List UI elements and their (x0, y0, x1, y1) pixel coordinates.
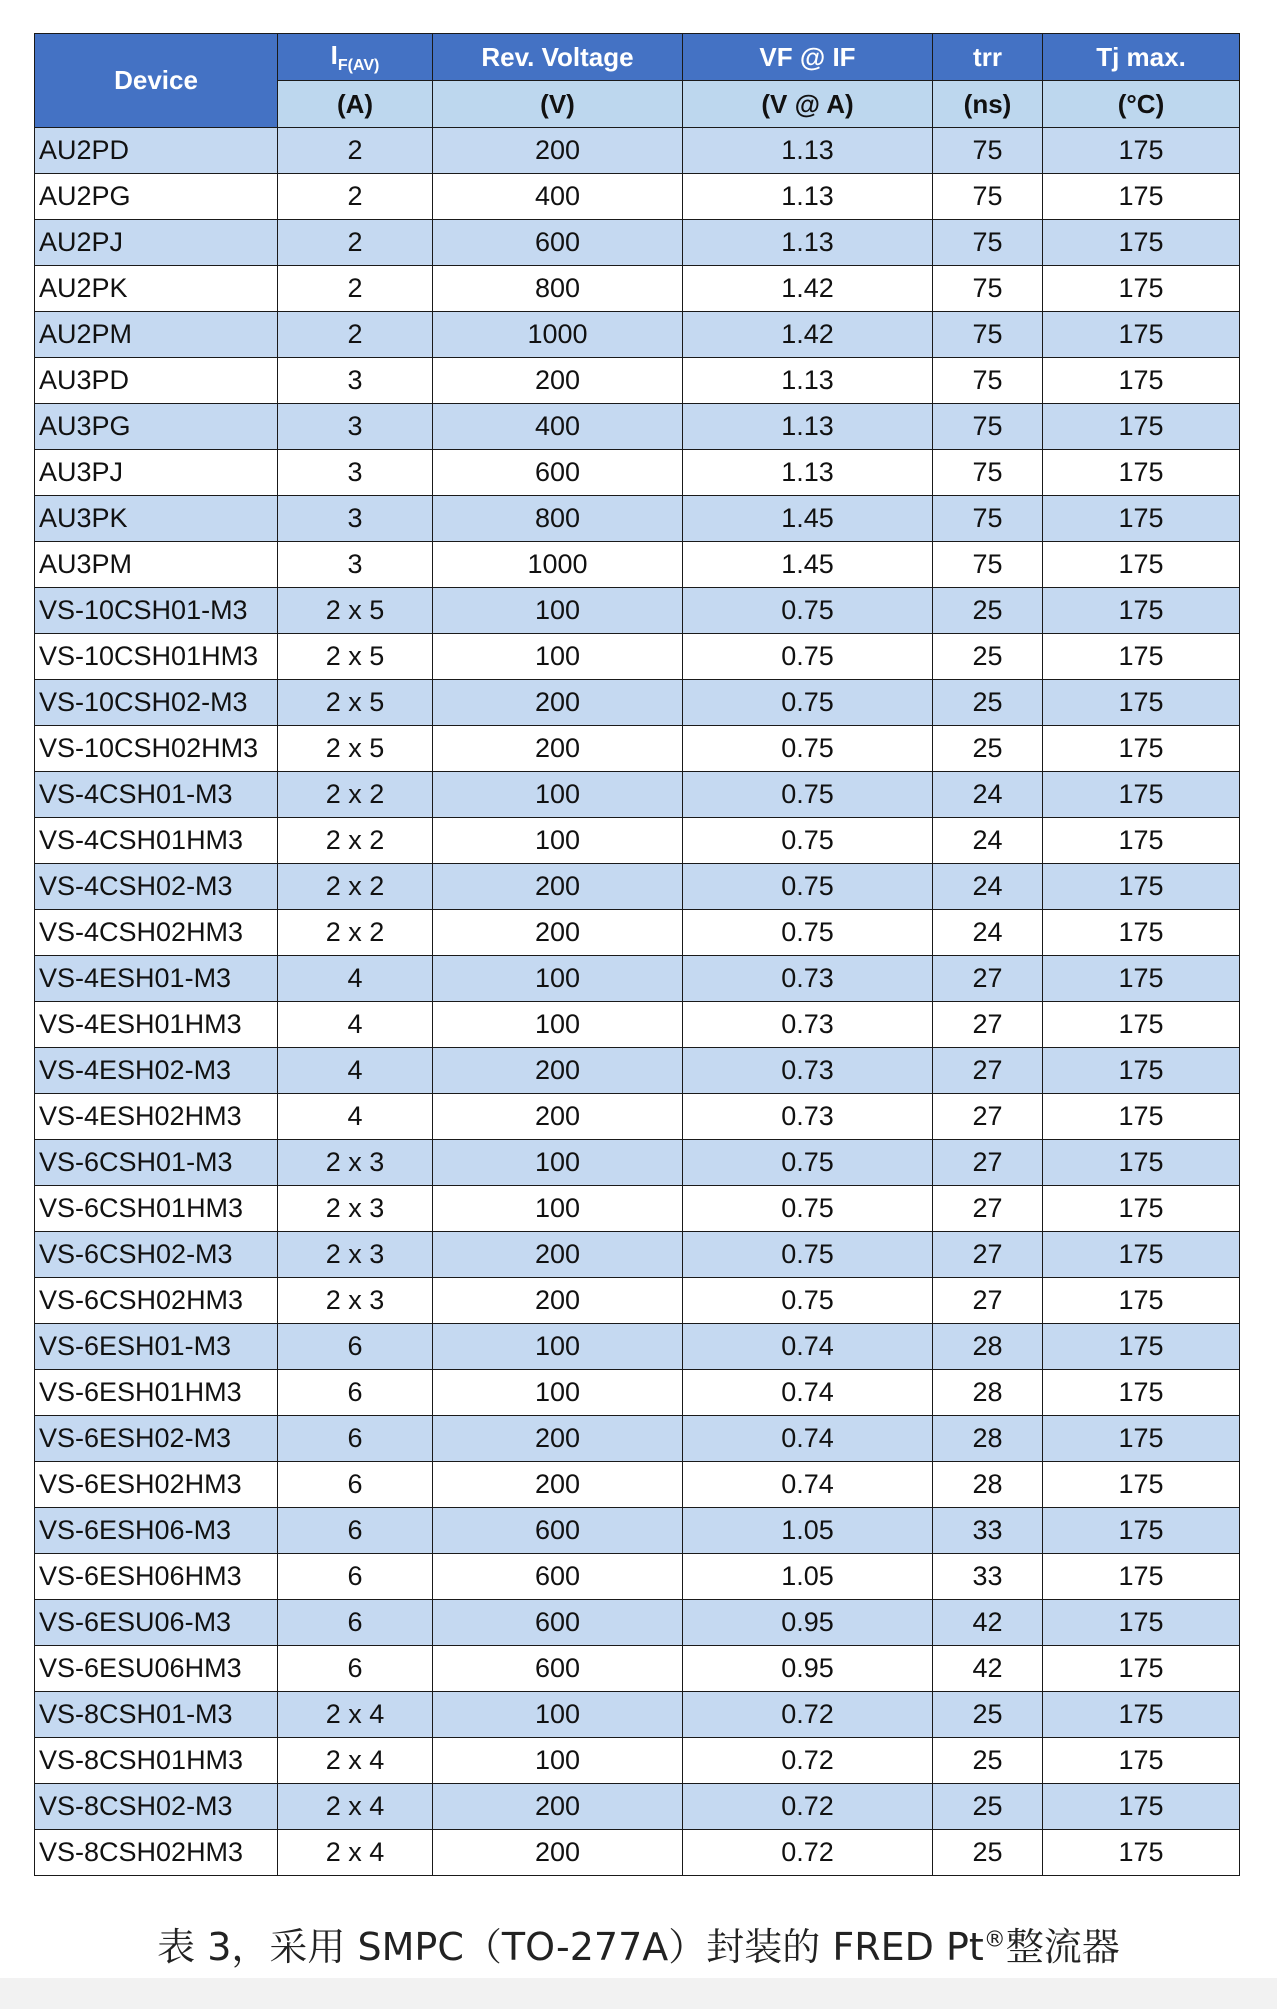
cell-tj: 175 (1043, 588, 1240, 634)
header-if-main: I (330, 39, 338, 70)
table-row (35, 1692, 1240, 1738)
cell-rev-voltage: 100 (433, 818, 683, 864)
cell-device: AU2PJ (35, 220, 278, 266)
cell-trr: 28 (933, 1462, 1043, 1508)
cell-vf: 1.42 (683, 312, 933, 358)
cell-device: VS-4CSH02HM3 (35, 910, 278, 956)
cell-device: VS-6ESU06-M3 (35, 1600, 278, 1646)
cell-vf: 0.74 (683, 1324, 933, 1370)
cell-vf: 1.13 (683, 174, 933, 220)
cell-if: 2 x 3 (278, 1232, 433, 1278)
cell-vf: 0.74 (683, 1370, 933, 1416)
cell-if: 3 (278, 450, 433, 496)
cell-trr: 25 (933, 1830, 1043, 1876)
table-row (35, 1508, 1240, 1554)
table-row (35, 1370, 1240, 1416)
cell-device: VS-10CSH02-M3 (35, 680, 278, 726)
header-trr: trr (933, 34, 1043, 81)
cell-trr: 75 (933, 174, 1043, 220)
cell-device: VS-4CSH02-M3 (35, 864, 278, 910)
cell-vf: 1.42 (683, 266, 933, 312)
cell-device: VS-4ESH01-M3 (35, 956, 278, 1002)
caption-text-before: 表 3，采用 SMPC（TO-277A）封装的 FRED Pt (157, 1925, 984, 1969)
cell-vf: 0.75 (683, 1232, 933, 1278)
cell-if: 2 (278, 312, 433, 358)
cell-trr: 25 (933, 588, 1043, 634)
cell-device: VS-4ESH02HM3 (35, 1094, 278, 1140)
cell-rev-voltage: 200 (433, 358, 683, 404)
cell-tj: 175 (1043, 1186, 1240, 1232)
unit-trr: (ns) (933, 81, 1043, 128)
cell-rev-voltage: 100 (433, 1738, 683, 1784)
cell-if: 3 (278, 358, 433, 404)
cell-rev-voltage: 100 (433, 1370, 683, 1416)
table-row (35, 818, 1240, 864)
cell-device: VS-10CSH01HM3 (35, 634, 278, 680)
cell-trr: 24 (933, 910, 1043, 956)
table-row (35, 1646, 1240, 1692)
table-row (35, 1554, 1240, 1600)
cell-if: 6 (278, 1600, 433, 1646)
cell-device: VS-6ESH02-M3 (35, 1416, 278, 1462)
table-row (35, 404, 1240, 450)
cell-trr: 24 (933, 772, 1043, 818)
cell-tj: 175 (1043, 174, 1240, 220)
cell-trr: 24 (933, 818, 1043, 864)
cell-vf: 0.75 (683, 772, 933, 818)
cell-rev-voltage: 100 (433, 588, 683, 634)
cell-device: AU2PM (35, 312, 278, 358)
cell-vf: 1.13 (683, 358, 933, 404)
cell-device: VS-4ESH02-M3 (35, 1048, 278, 1094)
cell-device: VS-4ESH01HM3 (35, 1002, 278, 1048)
cell-tj: 175 (1043, 1830, 1240, 1876)
cell-trr: 75 (933, 312, 1043, 358)
cell-if: 4 (278, 956, 433, 1002)
cell-tj: 175 (1043, 266, 1240, 312)
cell-vf: 0.75 (683, 680, 933, 726)
cell-tj: 175 (1043, 726, 1240, 772)
rectifier-spec-table (34, 33, 1240, 1876)
cell-rev-voltage: 200 (433, 1784, 683, 1830)
cell-rev-voltage: 600 (433, 1508, 683, 1554)
caption-text-after: 整流器 (1005, 1925, 1120, 1969)
cell-rev-voltage: 1000 (433, 542, 683, 588)
cell-trr: 25 (933, 680, 1043, 726)
cell-trr: 75 (933, 542, 1043, 588)
table-row (35, 220, 1240, 266)
cell-device: AU2PG (35, 174, 278, 220)
header-row (35, 34, 1240, 81)
cell-tj: 175 (1043, 680, 1240, 726)
cell-tj: 175 (1043, 1094, 1240, 1140)
cell-rev-voltage: 200 (433, 1232, 683, 1278)
cell-device: VS-10CSH01-M3 (35, 588, 278, 634)
cell-tj: 175 (1043, 1324, 1240, 1370)
header-if-sub: F(AV) (337, 56, 380, 74)
cell-vf: 0.75 (683, 910, 933, 956)
cell-device: VS-4CSH01HM3 (35, 818, 278, 864)
cell-trr: 27 (933, 1232, 1043, 1278)
cell-tj: 175 (1043, 634, 1240, 680)
header-vf: VF @ IF (683, 34, 933, 81)
cell-device: VS-8CSH02HM3 (35, 1830, 278, 1876)
cell-tj: 175 (1043, 818, 1240, 864)
cell-trr: 27 (933, 1048, 1043, 1094)
cell-device: VS-6CSH02HM3 (35, 1278, 278, 1324)
table-row (35, 588, 1240, 634)
table-body (35, 128, 1240, 1876)
table-row (35, 1186, 1240, 1232)
cell-rev-voltage: 600 (433, 450, 683, 496)
cell-if: 2 x 3 (278, 1140, 433, 1186)
cell-if: 6 (278, 1416, 433, 1462)
cell-trr: 75 (933, 358, 1043, 404)
table-row (35, 1324, 1240, 1370)
cell-tj: 175 (1043, 1002, 1240, 1048)
cell-if: 2 (278, 220, 433, 266)
cell-if: 2 x 5 (278, 634, 433, 680)
cell-vf: 0.73 (683, 1002, 933, 1048)
cell-vf: 0.75 (683, 1140, 933, 1186)
table-row (35, 772, 1240, 818)
cell-vf: 1.05 (683, 1554, 933, 1600)
cell-rev-voltage: 200 (433, 680, 683, 726)
cell-rev-voltage: 100 (433, 1324, 683, 1370)
cell-if: 3 (278, 496, 433, 542)
cell-vf: 0.72 (683, 1738, 933, 1784)
table-row (35, 1738, 1240, 1784)
unit-if: (A) (278, 81, 433, 128)
table-row (35, 634, 1240, 680)
cell-trr: 25 (933, 1784, 1043, 1830)
cell-if: 3 (278, 542, 433, 588)
cell-vf: 0.73 (683, 1048, 933, 1094)
cell-vf: 0.74 (683, 1416, 933, 1462)
table-row (35, 358, 1240, 404)
table-row (35, 1278, 1240, 1324)
cell-if: 2 x 4 (278, 1738, 433, 1784)
cell-if: 4 (278, 1002, 433, 1048)
cell-rev-voltage: 200 (433, 726, 683, 772)
cell-if: 2 x 4 (278, 1784, 433, 1830)
cell-vf: 1.13 (683, 128, 933, 174)
table-row (35, 910, 1240, 956)
cell-vf: 0.75 (683, 864, 933, 910)
cell-trr: 27 (933, 1094, 1043, 1140)
cell-tj: 175 (1043, 1692, 1240, 1738)
cell-device: VS-6ESH06HM3 (35, 1554, 278, 1600)
cell-device: VS-8CSH02-M3 (35, 1784, 278, 1830)
cell-rev-voltage: 200 (433, 1278, 683, 1324)
cell-rev-voltage: 200 (433, 1048, 683, 1094)
cell-trr: 27 (933, 1140, 1043, 1186)
cell-if: 2 (278, 174, 433, 220)
table-row (35, 496, 1240, 542)
cell-rev-voltage: 200 (433, 1462, 683, 1508)
cell-if: 6 (278, 1646, 433, 1692)
cell-vf: 0.75 (683, 1278, 933, 1324)
cell-device: AU3PM (35, 542, 278, 588)
cell-trr: 42 (933, 1646, 1043, 1692)
cell-device: VS-6ESH01HM3 (35, 1370, 278, 1416)
cell-rev-voltage: 100 (433, 772, 683, 818)
cell-vf: 0.75 (683, 818, 933, 864)
cell-trr: 33 (933, 1508, 1043, 1554)
cell-tj: 175 (1043, 404, 1240, 450)
cell-if: 2 x 5 (278, 726, 433, 772)
cell-trr: 75 (933, 450, 1043, 496)
cell-device: AU3PK (35, 496, 278, 542)
cell-tj: 175 (1043, 358, 1240, 404)
cell-if: 2 x 3 (278, 1186, 433, 1232)
caption-registered-mark: ® (983, 1927, 1006, 1953)
cell-tj: 175 (1043, 1232, 1240, 1278)
cell-vf: 0.72 (683, 1830, 933, 1876)
table-row (35, 726, 1240, 772)
cell-rev-voltage: 200 (433, 1094, 683, 1140)
table-row (35, 680, 1240, 726)
cell-tj: 175 (1043, 496, 1240, 542)
table-row (35, 1600, 1240, 1646)
cell-if: 2 (278, 128, 433, 174)
table-row (35, 312, 1240, 358)
cell-if: 4 (278, 1048, 433, 1094)
header-tj: Tj max. (1043, 34, 1240, 81)
cell-trr: 33 (933, 1554, 1043, 1600)
cell-trr: 27 (933, 956, 1043, 1002)
cell-tj: 175 (1043, 864, 1240, 910)
unit-rev-voltage: (V) (433, 81, 683, 128)
cell-if: 6 (278, 1508, 433, 1554)
cell-tj: 175 (1043, 910, 1240, 956)
cell-tj: 175 (1043, 220, 1240, 266)
table-row (35, 1830, 1240, 1876)
cell-vf: 1.13 (683, 220, 933, 266)
cell-tj: 175 (1043, 1140, 1240, 1186)
cell-rev-voltage: 100 (433, 1186, 683, 1232)
cell-rev-voltage: 600 (433, 1600, 683, 1646)
cell-tj: 175 (1043, 956, 1240, 1002)
cell-device: AU2PK (35, 266, 278, 312)
cell-tj: 175 (1043, 1462, 1240, 1508)
table-row (35, 1094, 1240, 1140)
cell-tj: 175 (1043, 1600, 1240, 1646)
cell-tj: 175 (1043, 1278, 1240, 1324)
cell-if: 2 x 2 (278, 772, 433, 818)
table-caption (0, 1916, 1277, 1971)
cell-trr: 25 (933, 1692, 1043, 1738)
cell-tj: 175 (1043, 128, 1240, 174)
cell-rev-voltage: 600 (433, 1646, 683, 1692)
cell-tj: 175 (1043, 1646, 1240, 1692)
cell-device: AU3PD (35, 358, 278, 404)
cell-device: AU3PJ (35, 450, 278, 496)
cell-rev-voltage: 100 (433, 1692, 683, 1738)
cell-if: 2 x 4 (278, 1830, 433, 1876)
cell-vf: 0.72 (683, 1784, 933, 1830)
cell-vf: 1.13 (683, 404, 933, 450)
cell-trr: 27 (933, 1186, 1043, 1232)
cell-device: VS-6CSH01HM3 (35, 1186, 278, 1232)
cell-tj: 175 (1043, 1370, 1240, 1416)
cell-rev-voltage: 100 (433, 956, 683, 1002)
cell-trr: 24 (933, 864, 1043, 910)
cell-rev-voltage: 800 (433, 266, 683, 312)
page-bottom-band (0, 1978, 1277, 2009)
cell-tj: 175 (1043, 1738, 1240, 1784)
cell-vf: 0.73 (683, 956, 933, 1002)
cell-trr: 28 (933, 1324, 1043, 1370)
cell-trr: 75 (933, 128, 1043, 174)
cell-tj: 175 (1043, 312, 1240, 358)
cell-if: 2 x 2 (278, 910, 433, 956)
cell-rev-voltage: 200 (433, 1416, 683, 1462)
cell-device: VS-8CSH01HM3 (35, 1738, 278, 1784)
cell-device: VS-6ESH01-M3 (35, 1324, 278, 1370)
cell-rev-voltage: 200 (433, 864, 683, 910)
cell-trr: 42 (933, 1600, 1043, 1646)
cell-device: VS-10CSH02HM3 (35, 726, 278, 772)
cell-vf: 1.45 (683, 542, 933, 588)
cell-trr: 27 (933, 1278, 1043, 1324)
cell-rev-voltage: 1000 (433, 312, 683, 358)
unit-tj: (°C) (1043, 81, 1240, 128)
cell-tj: 175 (1043, 450, 1240, 496)
cell-rev-voltage: 400 (433, 174, 683, 220)
cell-device: VS-6ESH06-M3 (35, 1508, 278, 1554)
cell-vf: 1.05 (683, 1508, 933, 1554)
table-row (35, 542, 1240, 588)
cell-if: 6 (278, 1324, 433, 1370)
table-row (35, 956, 1240, 1002)
table-row (35, 128, 1240, 174)
cell-vf: 1.13 (683, 450, 933, 496)
cell-if: 2 x 3 (278, 1278, 433, 1324)
cell-rev-voltage: 100 (433, 1002, 683, 1048)
cell-rev-voltage: 100 (433, 1140, 683, 1186)
table-row (35, 266, 1240, 312)
table-row (35, 1462, 1240, 1508)
cell-rev-voltage: 200 (433, 910, 683, 956)
cell-vf: 0.75 (683, 1186, 933, 1232)
cell-if: 4 (278, 1094, 433, 1140)
cell-device: AU3PG (35, 404, 278, 450)
table-row (35, 174, 1240, 220)
cell-trr: 25 (933, 726, 1043, 772)
cell-device: VS-6CSH01-M3 (35, 1140, 278, 1186)
cell-device: VS-4CSH01-M3 (35, 772, 278, 818)
table-row (35, 1416, 1240, 1462)
cell-if: 2 x 4 (278, 1692, 433, 1738)
cell-vf: 0.95 (683, 1646, 933, 1692)
cell-vf: 0.74 (683, 1462, 933, 1508)
cell-if: 2 x 2 (278, 864, 433, 910)
cell-vf: 0.95 (683, 1600, 933, 1646)
cell-vf: 0.75 (683, 726, 933, 772)
cell-vf: 0.75 (683, 634, 933, 680)
cell-vf: 0.75 (683, 588, 933, 634)
header-if (278, 34, 433, 81)
table-row (35, 1232, 1240, 1278)
cell-tj: 175 (1043, 1416, 1240, 1462)
cell-trr: 28 (933, 1370, 1043, 1416)
cell-rev-voltage: 600 (433, 220, 683, 266)
cell-if: 2 (278, 266, 433, 312)
table-row (35, 1002, 1240, 1048)
cell-trr: 75 (933, 266, 1043, 312)
table-row (35, 450, 1240, 496)
cell-trr: 27 (933, 1002, 1043, 1048)
cell-if: 2 x 5 (278, 680, 433, 726)
cell-trr: 75 (933, 496, 1043, 542)
cell-tj: 175 (1043, 772, 1240, 818)
cell-if: 2 x 2 (278, 818, 433, 864)
cell-if: 6 (278, 1462, 433, 1508)
cell-rev-voltage: 400 (433, 404, 683, 450)
cell-if: 3 (278, 404, 433, 450)
cell-trr: 75 (933, 404, 1043, 450)
unit-vf: (V @ A) (683, 81, 933, 128)
header-device: Device (35, 34, 278, 128)
cell-device: VS-8CSH01-M3 (35, 1692, 278, 1738)
cell-vf: 1.45 (683, 496, 933, 542)
cell-trr: 25 (933, 634, 1043, 680)
cell-tj: 175 (1043, 1554, 1240, 1600)
cell-rev-voltage: 200 (433, 1830, 683, 1876)
cell-device: VS-6ESH02HM3 (35, 1462, 278, 1508)
cell-rev-voltage: 100 (433, 634, 683, 680)
table-row (35, 1140, 1240, 1186)
cell-if: 2 x 5 (278, 588, 433, 634)
table-row (35, 1048, 1240, 1094)
cell-trr: 28 (933, 1416, 1043, 1462)
cell-vf: 0.72 (683, 1692, 933, 1738)
cell-trr: 25 (933, 1738, 1043, 1784)
cell-tj: 175 (1043, 1784, 1240, 1830)
cell-vf: 0.73 (683, 1094, 933, 1140)
cell-device: VS-6ESU06HM3 (35, 1646, 278, 1692)
cell-rev-voltage: 200 (433, 128, 683, 174)
cell-rev-voltage: 600 (433, 1554, 683, 1600)
cell-trr: 75 (933, 220, 1043, 266)
cell-if: 6 (278, 1554, 433, 1600)
cell-device: VS-6CSH02-M3 (35, 1232, 278, 1278)
cell-rev-voltage: 800 (433, 496, 683, 542)
cell-tj: 175 (1043, 1048, 1240, 1094)
cell-tj: 175 (1043, 542, 1240, 588)
table-row (35, 1784, 1240, 1830)
header-rev-voltage: Rev. Voltage (433, 34, 683, 81)
cell-device: AU2PD (35, 128, 278, 174)
cell-if: 6 (278, 1370, 433, 1416)
table-row (35, 864, 1240, 910)
cell-tj: 175 (1043, 1508, 1240, 1554)
